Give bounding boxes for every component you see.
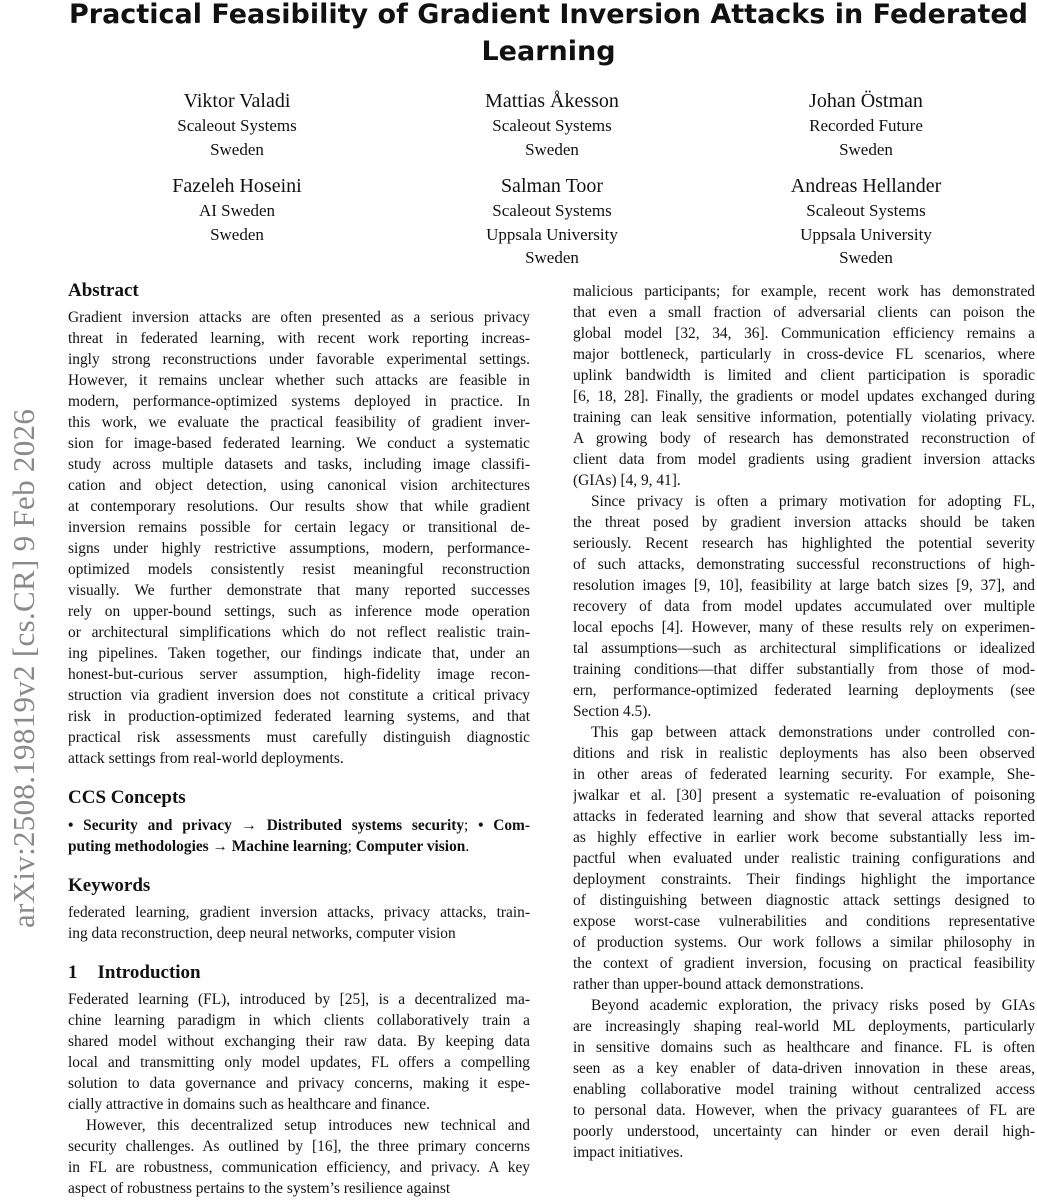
text-line: deployment constraints. Their findings highlight the importance	[573, 871, 1035, 888]
text-line: inversion remains possible for certain legacy or transitional de-	[68, 519, 530, 536]
text-line: practical risk assessments must carefully distinguish diagnostic	[68, 729, 530, 746]
ccs-separator: .	[465, 838, 470, 855]
text-line: modern, performance-optimized systems deployed in practice. In	[68, 393, 530, 410]
text-line: risk in production-optimized federated learning systems, and that	[68, 708, 530, 725]
text-line: optimized models consistently resist meaningful reconstruction	[68, 561, 530, 578]
text-line: chine learning paradigm in which clients collaboratively train a	[68, 1012, 530, 1029]
author-affiliation: Sweden	[525, 139, 579, 159]
paper-title	[60, 0, 1037, 70]
text-line: malicious participants; for example, recent work has demonstrated	[573, 283, 1035, 300]
text-line: security challenges. As outlined by [16], the three primary concerns	[68, 1138, 530, 1155]
text-line: rely on upper-bound settings, such as inference mode operation	[68, 603, 530, 620]
ccs-separator: ;	[347, 838, 356, 855]
ccs-separator: ;	[464, 817, 479, 834]
text-line: [6, 18, 28]. Finally, the gradients or model updates exchanged during	[573, 388, 1035, 405]
text-line: of distinguishing between diagnostic attack settings designed to	[573, 892, 1035, 909]
text-line: study across multiple datasets and tasks, including image classifi-	[68, 456, 530, 473]
text-line: training conditions—that differ substantially from those of mod-	[573, 661, 1035, 678]
intro-body-right	[573, 281, 1035, 1163]
text-line: ditions and risk in realistic deployments has also been observed	[573, 745, 1035, 762]
text-line: of such attacks, demonstrating successful reconstructions of high-	[573, 556, 1035, 573]
author-affiliation: Scaleout Systems	[177, 116, 297, 135]
text-line: expose worst-case vulnerabilities and conditions representative	[573, 913, 1035, 930]
text-line: enabling collaborative model training without centralized access	[573, 1081, 1035, 1098]
text-line: or architectural simplifications which do not reflect realistic train-	[68, 624, 530, 641]
intro-body-left	[68, 989, 530, 1199]
ccs-concepts	[68, 815, 530, 857]
author-block	[402, 173, 702, 270]
author-name: Mattias Åkesson	[485, 90, 619, 112]
text-line: (GIAs) [4, 9, 41].	[573, 472, 681, 489]
text-line: A growing body of research has demonstrated reconstruction of	[573, 430, 1035, 447]
text-line: in other areas of federated learning security. For example, She-	[573, 766, 1035, 783]
text-line: to personal data. However, when the privacy guarantees of FL are	[573, 1102, 1035, 1119]
title-line: Practical Feasibility of Gradient Inversion Attacks in Federated	[68, 0, 1028, 30]
author-name: Fazeleh Hoseini	[172, 175, 302, 197]
text-line: cation and object detection, using canonical vision architectures	[68, 477, 530, 494]
text-line: visually. We further demonstrate that many reported successes	[68, 582, 530, 599]
ccs-heading: CCS Concepts	[68, 787, 186, 808]
author-affiliation: Scaleout Systems	[492, 116, 612, 135]
title-line: Learning	[481, 36, 616, 67]
text-line: seriously. Recent research has highlighted the potential severity	[573, 535, 1035, 552]
text-line: uplink bandwidth is limited and client participation is sporadic	[573, 367, 1035, 384]
author-affiliation: AI Sweden	[198, 201, 275, 220]
text-line: client data from model gradients using gradient inversion attacks	[573, 451, 1035, 468]
author-block	[402, 88, 702, 161]
text-line: rather than upper-bound attack demonstrations.	[573, 976, 864, 993]
abstract-body	[68, 307, 530, 769]
author-affiliation: Sweden	[210, 139, 264, 159]
text-line: ing pipelines. Taken together, our findings indicate that, under an	[68, 645, 530, 662]
author-block	[716, 88, 1016, 161]
arxiv-identifier: arXiv:2508.19819v2 [cs.CR] 9 Feb 2026	[6, 408, 41, 928]
text-line: However, it remains unclear whether such attacks are feasible in	[68, 372, 530, 389]
text-line: attacks in federated learning and show that several attacks reported	[573, 808, 1035, 825]
ccs-line	[68, 836, 530, 857]
ccs-concept-term: • Security and privacy → Distributed systems security	[68, 817, 465, 834]
text-line: threat in federated learning, with recent work reporting increas-	[68, 330, 530, 347]
text-line: in FL are robustness, communication efficiency, and privacy. A key	[68, 1159, 530, 1176]
abstract-heading: Abstract	[68, 280, 139, 301]
author-block	[87, 173, 387, 246]
text-line: cially attractive in domains such as healthcare and finance.	[68, 1096, 430, 1113]
author-name: Johan Östman	[809, 90, 923, 112]
text-line: recovery of data from model updates accumulated over multiple	[573, 598, 1035, 615]
text-line: Federated learning (FL), introduced by [25], is a decentralized ma-	[68, 991, 530, 1008]
text-line: that even a small fraction of adversarial clients can poison the	[573, 304, 1035, 321]
text-line: struction via gradient inversion does not constitute a critical privacy	[68, 687, 530, 704]
text-line: pactful when evaluated under realistic training configurations and	[573, 850, 1035, 867]
text-line: This gap between attack demonstrations under controlled con-	[591, 724, 1035, 741]
section-title: Introduction	[97, 962, 201, 983]
ccs-concept-term: Computer vision	[355, 838, 466, 855]
text-line: are increasingly shaping real-world ML deployments, particularly	[573, 1018, 1035, 1035]
section-number: 1	[68, 962, 78, 983]
text-line: as highly effective in earlier work become substantially less im-	[573, 829, 1035, 846]
text-line: jwalkar et al. [30] present a systematic re-evaluation of poisoning	[573, 787, 1035, 804]
text-line: ingly strong reconstructions under favorable experimental settings.	[68, 351, 530, 368]
author-affiliation: Scaleout Systems	[492, 201, 612, 220]
text-line: Section 4.5).	[573, 703, 652, 720]
text-line: poorly understood, uncertainty can hinder or even derail high-	[573, 1123, 1035, 1140]
text-line: ing data reconstruction, deep neural networks, computer vision	[68, 925, 456, 942]
author-affiliation: Recorded Future	[809, 116, 923, 135]
text-line: shared model without exchanging their raw data. By keeping data	[68, 1033, 530, 1050]
author-affiliation: Sweden	[525, 248, 579, 267]
text-line: major bottleneck, particularly in cross-device FL scenarios, where	[573, 346, 1035, 363]
text-line: global model [32, 34, 36]. Communication efficiency remains a	[573, 325, 1035, 342]
text-line: training can leak sensitive information, potentially violating privacy.	[573, 409, 1035, 426]
author-affiliation: Scaleout Systems	[806, 201, 926, 220]
text-line: Gradient inversion attacks are often presented as a serious privacy	[68, 309, 530, 326]
text-line: aspect of robustness pertains to the system’s resilience against	[68, 1180, 451, 1197]
text-line: of production systems. Our work follows a similar philosophy in	[573, 934, 1035, 951]
text-line: Beyond academic exploration, the privacy risks posed by GIAs	[591, 997, 1035, 1014]
author-affiliation: Uppsala University	[486, 224, 618, 244]
author-block	[87, 88, 387, 161]
text-line: impact initiatives.	[573, 1144, 684, 1161]
text-line: local and transmitting only model updates, FL offers a compelling	[68, 1054, 530, 1071]
text-line: sion for image-based federated learning. We conduct a systematic	[68, 435, 530, 452]
ccs-line	[68, 815, 530, 836]
text-line: local epochs [4]. However, many of these results rely on experimen-	[573, 619, 1035, 636]
ccs-concept-term: • Com-	[478, 817, 530, 834]
text-line: this work, we evaluate the practical feasibility of gradient inver-	[68, 414, 530, 431]
author-name: Andreas Hellander	[790, 175, 942, 197]
section-heading-introduction	[68, 961, 201, 985]
text-line: attack settings from real-world deployments.	[68, 750, 344, 767]
keywords-heading: Keywords	[68, 875, 151, 896]
text-line: at contemporary resolutions. Our results show that while gradient	[68, 498, 530, 515]
text-line: the context of gradient inversion, focusing on practical feasibility	[573, 955, 1035, 972]
text-line: resolution images [9, 10], feasibility at large batch sizes [9, 37], and	[573, 577, 1035, 594]
text-line: seen as a key enabler of data-driven innovation in these areas,	[573, 1060, 1035, 1077]
author-block	[716, 173, 1016, 270]
ccs-concept-term: puting methodologies → Machine learning	[68, 838, 348, 855]
author-affiliation: Uppsala University	[800, 224, 932, 244]
text-line: signs under highly restrictive assumptions, modern, performance-	[68, 540, 530, 557]
author-name: Salman Toor	[500, 175, 604, 197]
author-name: Viktor Valadi	[183, 90, 291, 112]
keywords-body	[68, 902, 530, 944]
text-line: the threat posed by gradient inversion attacks should be taken	[573, 514, 1035, 531]
text-line: honest-but-curious server assumption, high-fidelity image recon-	[68, 666, 530, 683]
author-affiliation: Sweden	[839, 139, 893, 159]
text-line: ern, performance-optimized federated learning deployments (see	[573, 682, 1035, 699]
text-line: in sensitive domains such as healthcare and finance. FL is often	[573, 1039, 1035, 1056]
text-line: tal assumptions—such as architectural simplifications or idealized	[573, 640, 1035, 657]
text-line: However, this decentralized setup introduces new technical and	[86, 1117, 530, 1134]
author-affiliation: Sweden	[210, 224, 264, 244]
author-affiliation: Sweden	[839, 248, 893, 267]
text-line: federated learning, gradient inversion attacks, privacy attacks, train-	[68, 904, 530, 921]
text-line: solution to data governance and privacy concerns, making it espe-	[68, 1075, 530, 1092]
text-line: Since privacy is often a primary motivation for adopting FL,	[591, 493, 1035, 510]
